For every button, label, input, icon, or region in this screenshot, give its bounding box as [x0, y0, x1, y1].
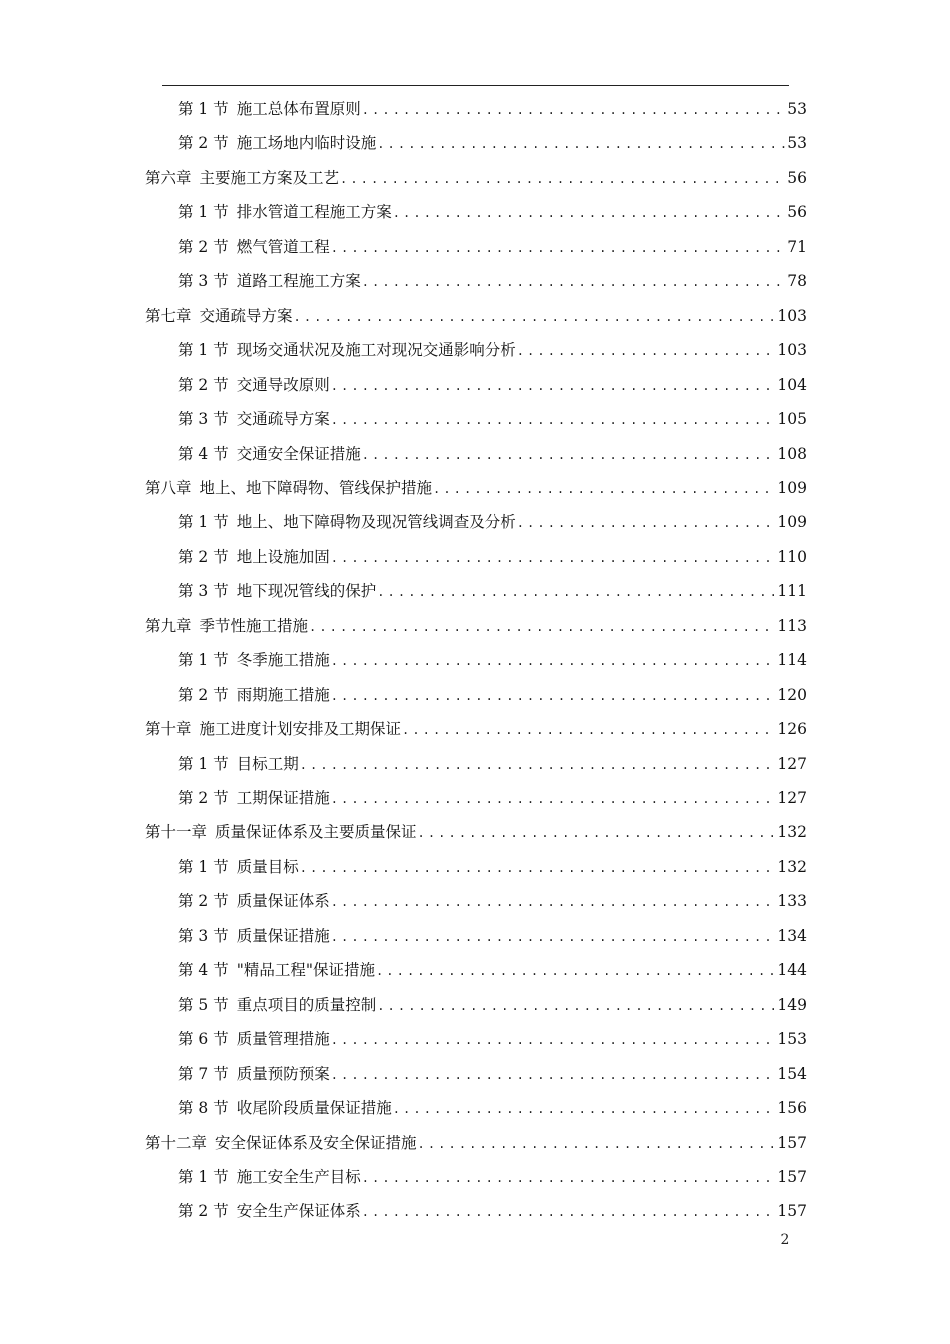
toc-chapter-entry[interactable] [145, 1126, 807, 1160]
toc-entry-number: 第 3 节 [178, 926, 229, 945]
toc-dot-leader [362, 93, 787, 126]
toc-dot-leader [362, 265, 787, 298]
toc-entry-number: 第十章 [145, 720, 192, 739]
toc-entry-title: 交通安全保证措施 [236, 444, 361, 463]
toc-dot-leader [517, 506, 777, 539]
toc-entry-page: 53 [787, 100, 807, 118]
toc-chapter-entry[interactable] [145, 815, 807, 849]
toc-entry-number: 第十二章 [145, 1133, 208, 1152]
toc-dot-leader [331, 1023, 777, 1056]
toc-entry-page: 132 [777, 823, 807, 842]
toc-entry-title: 目标工期 [236, 754, 299, 773]
toc-entry-title: 主要施工方案及工艺 [199, 168, 340, 187]
toc-dot-leader [362, 438, 777, 471]
toc-dot-leader [331, 679, 777, 712]
toc-entry-title: 施工总体布置原则 [236, 100, 361, 118]
toc-entry-title: 道路工程施工方案 [236, 272, 361, 291]
toc-entry-page: 56 [787, 168, 807, 187]
toc-entry-title: 现场交通状况及施工对现况交通影响分析 [236, 341, 516, 360]
toc-entry-title: 质量预防预案 [236, 1064, 330, 1083]
toc-entry-title: 施工进度计划安排及工期保证 [199, 720, 402, 739]
toc-entry-title: 收尾阶段质量保证措施 [236, 1099, 392, 1118]
toc-dot-leader [362, 1195, 777, 1228]
toc-section-entry[interactable] [178, 643, 807, 677]
toc-entry-number: 第九章 [145, 616, 192, 635]
toc-entry-page: 156 [777, 1099, 807, 1118]
toc-entry-number: 第 2 节 [178, 375, 229, 394]
toc-section-entry[interactable] [178, 747, 807, 781]
toc-entry-title: 质量管理措施 [236, 1030, 330, 1049]
toc-section-entry[interactable] [178, 1160, 807, 1194]
toc-entry-page: 157 [777, 1167, 807, 1186]
toc-entry-page: 108 [777, 444, 807, 463]
toc-dot-leader [393, 196, 787, 229]
toc-entry-page: 127 [777, 754, 807, 773]
toc-dot-leader [433, 472, 776, 505]
toc-entry-number: 第 1 节 [178, 1167, 229, 1186]
toc-entry-number: 第 5 节 [178, 995, 229, 1014]
toc-section-entry[interactable] [178, 437, 807, 471]
toc-entry-number: 第 6 节 [178, 1030, 229, 1049]
toc-entry-title: 交通导改原则 [236, 375, 330, 394]
toc-dot-leader [331, 644, 777, 677]
toc-chapter-entry[interactable] [145, 161, 807, 195]
toc-dot-leader [331, 541, 777, 574]
toc-entry-page: 154 [777, 1064, 807, 1083]
toc-section-entry[interactable] [178, 850, 807, 884]
toc-dot-leader [309, 610, 776, 643]
toc-section-entry[interactable] [178, 988, 807, 1022]
toc-entry-title: 交通疏导方案 [236, 410, 330, 429]
toc-entry-number: 第 2 节 [178, 685, 229, 704]
toc-entry-page: 71 [787, 237, 807, 256]
toc-entry-number: 第七章 [145, 306, 192, 325]
toc-entry-page: 111 [777, 582, 807, 601]
toc-entry-title: 质量保证体系及主要质量保证 [215, 823, 417, 842]
toc-entry-title: 质量目标 [236, 857, 299, 876]
toc-entry-title: 地上设施加固 [236, 547, 330, 566]
toc-section-entry[interactable] [178, 953, 807, 987]
toc-dot-leader [331, 231, 787, 264]
toc-entry-title: 重点项目的质量控制 [236, 995, 377, 1014]
toc-entry-number: 第 1 节 [178, 513, 229, 532]
toc-entry-number: 第 1 节 [178, 341, 229, 360]
toc-entry-title: 质量保证措施 [236, 926, 330, 945]
toc-dot-leader [294, 300, 777, 333]
toc-dot-leader [331, 1058, 777, 1091]
toc-entry-number: 第 2 节 [178, 1202, 229, 1221]
toc-entry-title: 安全生产保证体系 [236, 1202, 361, 1221]
toc-section-entry[interactable] [178, 230, 807, 264]
toc-entry-title: 地下现况管线的保护 [236, 582, 377, 601]
toc-section-entry[interactable] [178, 195, 807, 229]
toc-entry-page: 132 [777, 857, 807, 876]
toc-entry-page: 56 [787, 203, 807, 222]
toc-dot-leader [376, 954, 776, 987]
toc-dot-leader [300, 748, 777, 781]
toc-dot-leader [331, 920, 777, 953]
toc-dot-leader [393, 1092, 777, 1125]
toc-entry-title: 冬季施工措施 [236, 651, 330, 670]
page-number: 2 [780, 1232, 790, 1248]
toc-section-entry[interactable] [178, 402, 807, 436]
toc-entry-number: 第 2 节 [178, 892, 229, 911]
toc-dot-leader [517, 334, 777, 367]
toc-entry-title: 地上、地下障碍物、管线保护措施 [199, 478, 433, 497]
toc-dot-leader [418, 816, 777, 849]
toc-entry-page: 120 [777, 685, 807, 704]
toc-entry-number: 第 8 节 [178, 1099, 229, 1118]
toc-entry-page: 114 [777, 651, 807, 670]
toc-dot-leader [377, 575, 776, 608]
toc-chapter-entry[interactable] [145, 299, 807, 333]
toc-entry-page: 105 [777, 410, 807, 429]
toc-chapter-entry[interactable] [145, 471, 807, 505]
toc-dot-leader [418, 1127, 777, 1160]
toc-section-entry[interactable] [178, 1091, 807, 1125]
toc-section-entry[interactable] [178, 1057, 807, 1091]
toc-section-entry[interactable] [178, 126, 807, 160]
toc-entry-page: 113 [777, 616, 807, 635]
toc-entry-number: 第 1 节 [178, 857, 229, 876]
toc-entry-number: 第 1 节 [178, 203, 229, 222]
toc-entry-title: "精品工程"保证措施 [236, 961, 375, 980]
toc-entry-page: 53 [787, 134, 807, 153]
toc-entry-page: 149 [777, 995, 807, 1014]
toc-entry-title: 排水管道工程施工方案 [236, 203, 392, 222]
toc-section-entry[interactable] [178, 678, 807, 712]
toc-entry-number: 第 2 节 [178, 237, 229, 256]
toc-dot-leader [331, 782, 777, 815]
toc-section-entry[interactable] [178, 333, 807, 367]
toc-chapter-entry[interactable] [145, 712, 807, 746]
toc-entry-number: 第 7 节 [178, 1064, 229, 1083]
toc-section-entry[interactable] [178, 505, 807, 539]
toc-entry-title: 安全保证体系及安全保证措施 [215, 1133, 417, 1152]
toc-entry-page: 153 [777, 1030, 807, 1049]
toc-entry-number: 第 1 节 [178, 100, 229, 118]
toc-entry-title: 施工场地内临时设施 [236, 134, 377, 153]
toc-entry-page: 110 [777, 547, 807, 566]
toc-entry-number: 第 4 节 [178, 961, 229, 980]
toc-section-entry[interactable] [178, 919, 807, 953]
toc-entry-number: 第十一章 [145, 823, 208, 842]
toc-dot-leader [331, 885, 777, 918]
toc-dot-leader [331, 369, 777, 402]
toc-entry-number: 第八章 [145, 478, 192, 497]
toc-entry-page: 126 [777, 720, 807, 739]
toc-section-entry[interactable] [178, 368, 807, 402]
toc-entry-page: 144 [777, 961, 807, 980]
toc-entry-title: 施工安全生产目标 [236, 1167, 361, 1186]
toc-section-entry[interactable] [178, 574, 807, 608]
toc-section-entry[interactable] [178, 540, 807, 574]
toc-entry-number: 第六章 [145, 168, 192, 187]
toc-section-entry[interactable] [178, 264, 807, 298]
toc-section-entry[interactable] [178, 1194, 807, 1228]
toc-entry-title: 燃气管道工程 [236, 237, 330, 256]
toc-dot-leader [362, 1161, 777, 1194]
toc-dot-leader [377, 127, 786, 160]
toc-dot-leader [300, 851, 777, 884]
toc-section-entry[interactable] [178, 781, 807, 815]
toc-dot-leader [402, 713, 776, 746]
toc-entry-number: 第 1 节 [178, 651, 229, 670]
toc-entry-number: 第 2 节 [178, 547, 229, 566]
toc-entry-page: 133 [777, 892, 807, 911]
toc-section-entry[interactable] [178, 884, 807, 918]
toc-entry-number: 第 3 节 [178, 582, 229, 601]
toc-entry-number: 第 2 节 [178, 789, 229, 807]
toc-section-entry[interactable] [178, 92, 807, 126]
toc-dot-leader [340, 162, 786, 195]
toc-dot-leader [377, 989, 776, 1022]
toc-entry-title: 质量保证体系 [236, 892, 330, 911]
toc-entry-number: 第 3 节 [178, 410, 229, 429]
toc-entry-page: 109 [777, 478, 807, 497]
toc-dot-leader [331, 403, 777, 436]
toc-chapter-entry[interactable] [145, 609, 807, 643]
toc-entry-page: 157 [777, 1202, 807, 1221]
toc-entry-page: 103 [777, 341, 807, 360]
toc-entry-page: 78 [787, 272, 807, 291]
toc-entry-title: 雨期施工措施 [236, 685, 330, 704]
toc-entry-title: 工期保证措施 [236, 789, 330, 807]
toc-entry-page: 104 [777, 375, 807, 394]
toc-entry-number: 第 2 节 [178, 134, 229, 153]
toc-entry-title: 交通疏导方案 [199, 306, 293, 325]
toc-entry-number: 第 3 节 [178, 272, 229, 291]
toc-entry-title: 季节性施工措施 [199, 616, 309, 635]
toc-entry-number: 第 1 节 [178, 754, 229, 773]
toc-entry-page: 157 [777, 1133, 807, 1152]
toc-entry-number: 第 4 节 [178, 444, 229, 463]
toc-entry-page: 103 [777, 306, 807, 325]
toc-entry-title: 地上、地下障碍物及现况管线调查及分析 [236, 513, 516, 532]
toc-entry-page: 127 [777, 789, 807, 807]
header-rule [162, 85, 789, 86]
toc-entry-page: 109 [777, 513, 807, 532]
toc-section-entry[interactable] [178, 1022, 807, 1056]
toc-entry-page: 134 [777, 926, 807, 945]
